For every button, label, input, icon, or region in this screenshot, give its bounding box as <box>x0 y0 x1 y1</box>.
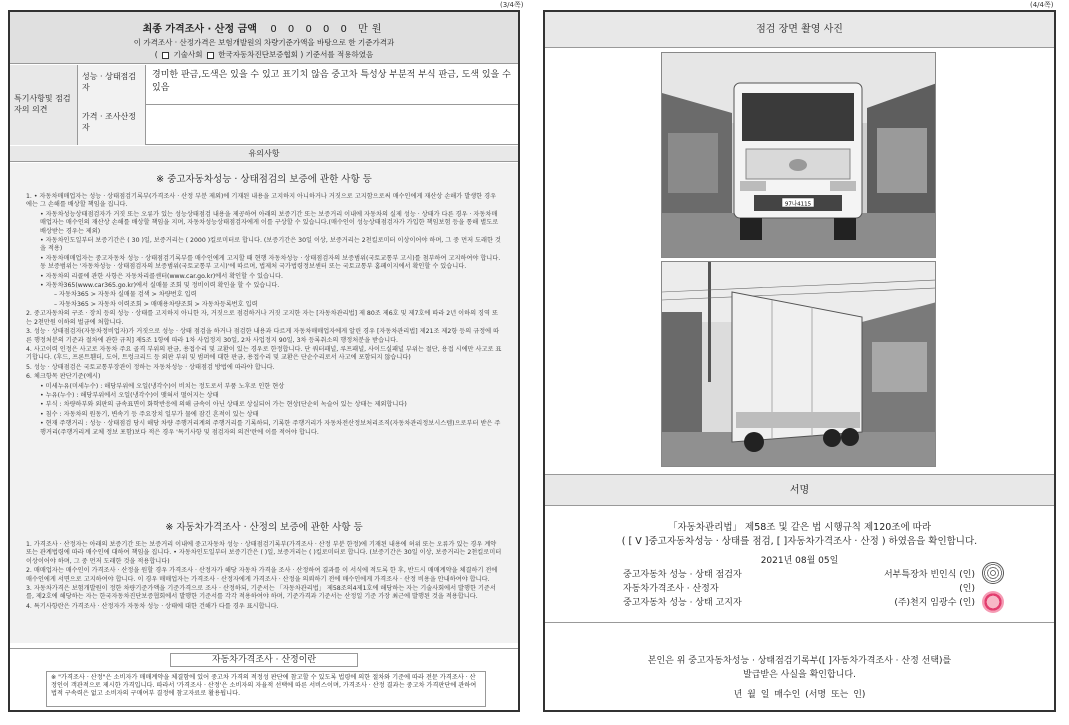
final-price-amount: 0 0 0 0 0 만원 <box>270 24 386 35</box>
section1-item: – 자동차365 > 자동차 실매물 검색 > 차량번호 입력 <box>54 291 197 299</box>
appraiser-seal-mark: (인) <box>959 584 975 594</box>
option-diagnosis-association-label: 한국자동차진단보증협회 <box>218 50 298 59</box>
confirmation-line2: 발급받은 사실을 확인합니다. <box>743 670 856 680</box>
note-suffix: ) 기준서를 적용하였음 <box>300 50 374 59</box>
final-price-note-line2 <box>10 49 518 60</box>
section1-item: 5. 성능 · 상태점검은 국토교통부장관이 정하는 자동차성능 · 상태점검 방법에 따라야 합니다. <box>26 363 275 371</box>
appraiser-label: 가격 · 조사산정자 <box>78 105 146 145</box>
appraisal-definition-title: 자동차가격조사 · 산정이란 <box>170 653 358 667</box>
checkbox-diagnosis-association[interactable] <box>207 52 214 59</box>
section1-item: • 현재 주행거리 : 성능 · 상태점검 당시 해당 차량 주행거리계의 주행거리를 기록하되, 기록한 주행거리가 자동차전산정보처리조직(자동차관리정보시스템)으로부터 받은 주행거리(주행거리계 교체 정보 포함)보다 적은 경우 '특기사항 및 점검자의 의견'란에 이를 적어야 합니다. <box>40 420 501 436</box>
section1-item: • 침수 : 자동차의 원동기, 변속기 등 주요장치 일부가 물에 잠긴 흔적이 있는 상태 <box>40 410 259 418</box>
notifier-seal-mark: (인) <box>959 598 975 608</box>
law-reference-line2: ( [ V ]중고자동차성능 · 상태를 점검, [ ]자동차가격조사 · 산정 ) 하였음을 확인합니다. <box>621 536 978 547</box>
buyer-signature-line: 년 월 일 매수인 (서명 또는 인) <box>733 690 866 700</box>
signature-date: 2021년 08월 05일 <box>760 556 839 566</box>
section1-item: – 자동차365 > 자동차 이력조회 > 매매용차량조회 > 자동차등록번호 입력 <box>54 300 258 308</box>
section1-item: 2. 중고자동차의 구조 · 장치 등의 성능 · 상태를 고지하지 아니한 자, 거짓으로 점검하거나 거짓 고지한 자는 [자동차관리법] 제 80조 제6호 및 제7호에 따라 2년 이하의 징역 또는 2천만원 이하의 벌금에 처합니다. <box>26 310 498 326</box>
section2-item: 1. 가격조사 · 산정자는 아래의 보증기간 또는 보증거리 이내에 중고자동차 성능 · 상태점검기록부(가격조사 · 산정 부분 한정)에 기재된 내용에 허위 또는 오류가 있는 경우 계약 또는 관계법령에 따라 매수인에 대하여 책임을 집니다. • 자동차인도일부터 보증기간은 ( )일, 보증거리는 ( )킬로미터로 합니다. (보증기간은 30일 이상, 보증거리는 2천킬로미터 이상이어야 하며, 그 중 먼저 도래한 것을 적용합니다) <box>26 541 502 565</box>
notifier-name: (주)천지 임광수 <box>894 598 957 608</box>
notifier-role: 중고자동차 성능 · 상태 고지자 <box>623 598 742 608</box>
signature-section <box>545 507 1054 612</box>
notes-title: 유의사항 <box>10 146 518 162</box>
notifier-seal-stamp-icon <box>982 591 1004 613</box>
opinion-row-inspector <box>78 65 518 105</box>
section1-body <box>26 193 502 438</box>
section1-heading: ※ 중고자동차성능 · 상태점검의 보증에 관한 사항 등 <box>156 174 372 185</box>
inspector-role: 중고자동차 성능 · 상태 점검자 <box>623 570 742 580</box>
appraiser-signer <box>847 581 975 594</box>
section1-item: 3. 성능 · 상태점검자(자동차정비업자)가 거짓으로 성능 · 상태 점검을 하거나 점검한 내용과 다르게 자동차매매업자에게 알린 경우 [자동차관리법] 제21조 제2항 등의 규정에 따른 행정처분의 기준과 절차에 관한 규칙] 제5조 1항에 따라 1차 사업정지 30일, 2차 사업정지 90일, 3차 등록취소의 행정처분을 받습니다. <box>26 328 500 344</box>
section1-item: • 자동차인도일부터 보증기간은 ( 30 )일, 보증거리는 ( 2000 )킬로미터로 합니다. (보증기간은 30일 이상, 보증거리는 2천킬로미터 이상이어야 하며, 그 중 먼저 도래한 것을 적용) <box>40 237 501 253</box>
section1-item: 1. • 자동차매매업자는 성능 · 상태점검기록부(가격조사 · 산정 부분 제외)에 기재된 내용을 고지하지 아니하거나 거짓으로 고지함으로써 매수인에게 재산상 손해가 발생한 경우에는 그 손해를 배상할 책임을 집니다. <box>26 193 497 209</box>
checkbox-technical-society[interactable] <box>162 52 169 59</box>
page-3-panel <box>8 10 520 712</box>
notes-section <box>10 163 518 643</box>
opinion-row-appraiser <box>78 105 518 145</box>
page-number-right: (4/4쪽) <box>1030 1 1054 9</box>
notifier-signer <box>847 595 975 608</box>
section2-item: 2. 매매업자는 매수인이 가격조사 · 산정을 원할 경우 가격조사 · 산정자가 해당 자동차 가격을 조사 · 산정하여 결과를 이 서식에 적도록 한 후, 반드시 매매계약을 체결하기 전에 매수인에게 서면으로 고지하여야 합니다. 이 경우 매매업자는 가격조사 · 산정자에게 가격조사 · 산정을 의뢰하기 전에 매수인에게 가격조사 · 산정 비용을 안내하여야 합니다. <box>26 567 498 583</box>
section2-item: 4. 특기사항란은 가격조사 · 산정자가 자동차 성능 · 상태에 대한 건해가 다를 경우 표시합니다. <box>26 602 279 610</box>
section1-item: 4. 사고이력 인정은 사고로 자동차 주요 골격 부위의 판금, 용접수리 및 교환이 있는 경우로 한정합니다. 단 쿼터패널, 루프패널, 사이드실패널 부위는 절단, 용접 시에만 사고로 표기합니다. (후드, 프론트휀더, 도어, 트렁크리드 등 외판 부위 및 범퍼에 대한 판금, 용접수리 및 교환은 단순수리로서 사고에 포함되지 않습니다) <box>26 345 502 362</box>
page-number-left: (3/4쪽) <box>500 1 524 9</box>
final-price-note-line1: 이 가격조사 · 산정가격은 보험개발원의 차량기준가액을 바탕으로 한 기준가격과 <box>133 38 395 47</box>
final-price-section <box>10 12 518 64</box>
section1-item: • 부식 : 차량하부와 외판의 금속표면이 화학반응에 의해 금속이 아닌 상태로 상실되어 가는 현상(단순히 녹슬어 있는 상태는 제외합니다) <box>40 401 407 409</box>
appraisal-definition-section <box>10 648 518 710</box>
note-prefix: ( <box>154 50 158 59</box>
inspector-seal-mark: (인) <box>959 570 975 580</box>
option-technical-society-label: 기술사회 <box>173 50 203 59</box>
inspector-label: 성능 · 상태점검자 <box>78 65 146 105</box>
opinion-section <box>10 65 518 145</box>
signature-section-title: 서명 <box>545 474 1054 506</box>
license-plate: 97나4115 <box>784 201 812 208</box>
inspector-name: 서부특장차 빈인식 <box>883 570 957 580</box>
truck-side-photo <box>661 261 936 467</box>
inspector-signer <box>847 567 975 580</box>
law-reference-line1: 「자동차관리법」 제58조 및 같은 법 시행규칙 제120조에 따라 <box>667 522 932 533</box>
inspector-seal-stamp-icon <box>982 562 1004 584</box>
section1-item: • 자동차성능상태점검자가 거짓 또는 오류가 있는 성능상태점검 내용을 제공하여 아래의 보증기간 또는 보증거리 이내에 자동차의 실제 성능 · 상태가 다른 경우 · 자동차매매업자는 매수인의 재산상 손해를 배상할 책임을 지며, 자동차성능상태점검자에게 이를 구상할 수 있습니다.(매수인이 성능상태점검자가 가입한 책임보험 등을 통해 별도로 배상받는 경우는 제외) <box>40 210 499 235</box>
section1-item: • 미세누유(미세누수) : 해당부위에 오일(냉각수)이 비치는 정도로서 부품 노후로 인한 현상 <box>40 382 285 390</box>
appraisal-definition-body: ※ "가격조사 · 산정"은 소비자가 매매계약을 체결함에 있어 중고차 가격의 적정성 판단에 참고할 수 있도록 법령에 의한 절차와 기준에 따라 전문 가격조사 · 산정인이 객관적으로 제시한 가격입니다. 따라서 '가격조사 · 산정'은 소비자의 자율적 선택에 따른 서비스이며, 가격조사 · 산정 결과는 중고차 가격판단에 관하여 법적 구속력은 없고 소비자의 구매여부 결정에 참고자료로 활용됩니다. <box>46 671 486 707</box>
section2-body <box>26 541 502 612</box>
section1-item: • 자동차365(www.car365.go.kr)에서 실매물 조회 및 정비이력 확인을 할 수 있습니다. <box>40 282 280 290</box>
section1-item: • 누유(누수) : 해당부위에서 오일(냉각수)이 맺혀서 떨어지는 상태 <box>40 391 219 399</box>
inspector-opinion-text: 경미한 판금,도색은 있을 수 있고 표기치 않음 중고차 특성상 부분적 부식 판금, 도색 있을 수 있음 <box>152 70 511 93</box>
opinion-label: 특기사항및 점검자의 의견 <box>10 65 78 145</box>
confirmation-line1: 본인은 위 중고자동차성능 · 상태점검기록부([ ]자동차가격조사 · 산정 선택)를 <box>647 656 952 666</box>
section1-item: • 자동차의 리콜에 관한 사항은 자동차리콜센터(www.car.go.kr)에서 확인할 수 있습니다. <box>40 272 283 280</box>
truck-front-photo <box>661 52 936 258</box>
appraiser-role: 자동차가격조사 · 산정자 <box>623 584 719 594</box>
photo-section-title: 점검 장면 촬영 사진 <box>545 12 1054 48</box>
final-price-title <box>10 20 518 35</box>
section1-item: 6. 체크항목 판단기준(예시) <box>26 373 101 381</box>
buyer-confirmation-section <box>545 622 1054 710</box>
section2-heading: ※ 자동차가격조사 · 산정의 보증에 관한 사항 등 <box>165 522 363 533</box>
final-price-label: 최종 가격조사 · 산정 금액 <box>142 24 257 35</box>
section2-item: 3. 자동차가격은 보험개발원이 정한 차량기준가액을 기준가격으로 조사 · 산정하되, 기준서는 「자동차관리법」 제58조의4제1호에 해당하는 자는 기술사회에서 발행한 기준서를, 제2호에 해당하는 자는 한국자동차진단보증협회에서 발행한 기준서를 각각 적용하여야 하며, 기준가격과 기준서는 산정일 기준 가장 최근에 발행된 것을 적용합니다. <box>26 585 496 601</box>
photo-section <box>545 49 1054 474</box>
page-4-panel <box>543 10 1056 712</box>
section1-item: • 자동차매매업자는 중고자동차 성능 · 상태점검기록부를 매수인에게 고지할 때 현행 자동차성능 · 상태점검자의 보증범위(국토교통부 고시)를 첨부하여 고지하여야 합니다. 동 보증범위는 '자동차성능 · 상태점검자의 보증범위(국토교통부 고시)'에 따르며, 법제처 국가법령정보센터 또는 국토교통부 홈페이지에서 확인할 수 있습니다. <box>40 254 501 271</box>
